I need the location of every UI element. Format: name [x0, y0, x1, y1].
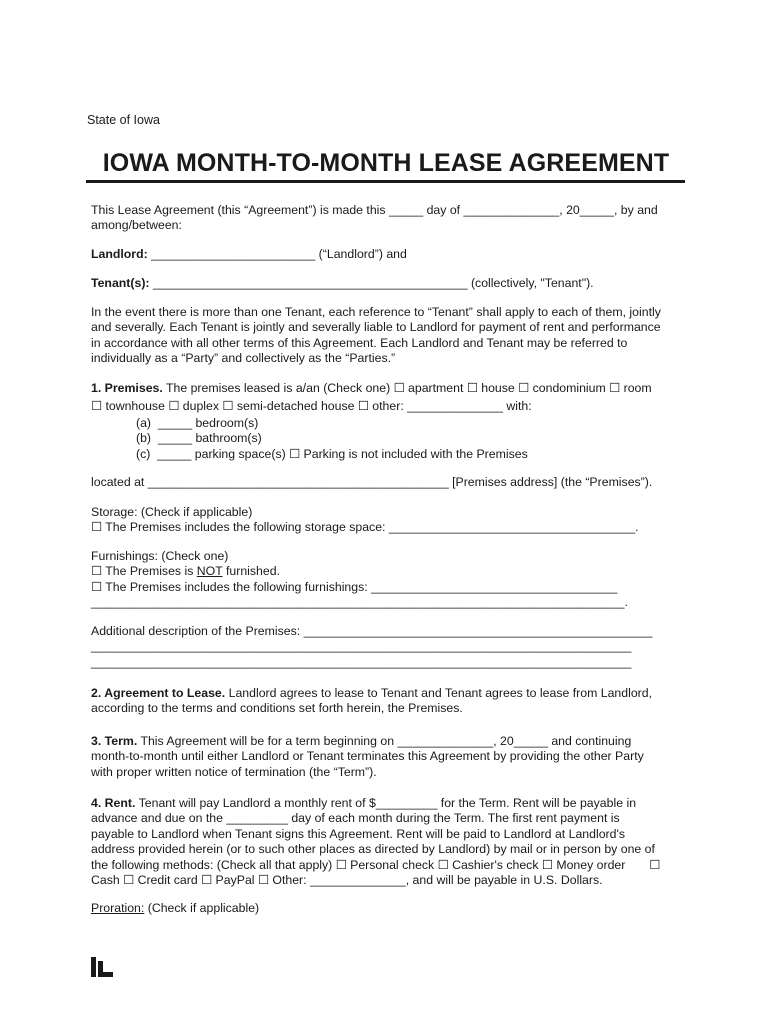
- storage-heading: Storage: (Check if applicable): [91, 505, 253, 519]
- tenant-blank: ______________________________________________ (collectively, "Tenant").: [149, 276, 594, 290]
- title-underline: [86, 180, 685, 183]
- premises-section: [91, 381, 691, 462]
- intro-line: among/between:: [91, 218, 182, 233]
- not-furnished-text: ☐ The Premises is: [91, 564, 197, 579]
- additional-line: _______________________________________________________________________________: [91, 639, 632, 654]
- paragraph-line: and severally. Each Tenant is jointly and severally liable to Landlord for payment of rent and performance: [91, 320, 661, 335]
- term-text-2: month-to-month until either Landlord or Tenant terminates this Agreement by providing the other Party: [91, 749, 644, 764]
- landlord-blank: ________________________ (“Landlord”) and: [147, 247, 407, 261]
- furnishings-section: [91, 549, 691, 611]
- proration-section: [91, 901, 691, 916]
- premises-type-options: The premises leased is a/an (Check one) ☐ apartment ☐ house ☐ condominium ☐ room: [162, 381, 652, 395]
- rent-payment-methods: the following methods: (Check all that apply) ☐ Personal check ☐ Cashier's check ☐ Money order ☐: [91, 857, 661, 872]
- tenant-line: [91, 276, 691, 291]
- agreement-heading: 2. Agreement to Lease.: [91, 686, 226, 700]
- term-text: This Agreement will be for a term beginning on ______________, 20_____ and continuing: [137, 734, 632, 748]
- tenant-label: Tenant(s):: [91, 276, 150, 290]
- rent-text: Tenant will pay Landlord a monthly rent of $_________ for the Term. Rent will be payable in: [135, 796, 637, 810]
- rent-line: payable to Landlord when Tenant signs this Agreement. Rent will be paid to Landlord at Landlord's: [91, 826, 625, 841]
- proration-label: Proration:: [91, 901, 145, 915]
- furnishings-heading: Furnishings: (Check one): [91, 549, 229, 563]
- landlord-line: [91, 247, 691, 262]
- additional-line: _______________________________________________________________________________: [91, 654, 632, 669]
- term-heading: 3. Term.: [91, 734, 138, 748]
- storage-section: [91, 505, 691, 536]
- premises-address-line: [91, 475, 691, 490]
- proration-text: (Check if applicable): [144, 901, 260, 915]
- multi-tenant-paragraph: [91, 305, 691, 367]
- agreement-text: Landlord agrees to lease to Tenant and Tenant agrees to lease from Landlord,: [225, 686, 653, 700]
- storage-option: ☐ The Premises includes the following storage space: ____________________________________.: [91, 520, 639, 535]
- paragraph-line: in accordance with all other terms of this Agreement. Each Landlord and Tenant may be referred to: [91, 335, 628, 350]
- paragraph-line: individually as a “Party” and collectively as the “Parties.”: [91, 351, 396, 366]
- rent-section: [91, 796, 691, 888]
- premises-bathrooms: (b) _____ bathroom(s): [136, 431, 262, 446]
- rent-payment-methods-2: Cash ☐ Credit card ☐ PayPal ☐ Other: ______________, and will be payable in U.S. Dollars.: [91, 872, 603, 887]
- term-section: [91, 734, 691, 780]
- agreement-text-2: according to the terms and conditions set forth herein, the Premises.: [91, 701, 463, 716]
- premises-heading: 1. Premises.: [91, 381, 163, 395]
- additional-line: Additional description of the Premises: ___________________________________________________: [91, 624, 653, 638]
- rent-heading: 4. Rent.: [91, 796, 136, 810]
- not-furnished-text-end: furnished.: [222, 564, 280, 579]
- intro-paragraph: [91, 203, 691, 234]
- additional-description: [91, 624, 691, 670]
- premises-type-options-2: ☐ townhouse ☐ duplex ☐ semi-detached house ☐ other: ______________ with:: [91, 398, 532, 413]
- not-furnished-option: [91, 564, 691, 579]
- paragraph-line: In the event there is more than one Tenant, each reference to “Tenant” shall apply to each of them, jointly: [91, 305, 661, 319]
- premises-address: located at ____________________________________________ [Premises address] (the “Premises”).: [91, 475, 653, 489]
- premises-bedrooms: (a) _____ bedroom(s): [136, 416, 259, 430]
- rent-line: advance and due on the _________ day of each month during the Term. The first rent payment is: [91, 811, 620, 826]
- rent-line: address provided herein (or to such other places as directed by Landlord) by mail or in person by one of: [91, 842, 655, 857]
- agreement-section: [91, 686, 691, 717]
- intro-line: This Lease Agreement (this “Agreement”) is made this _____ day of ______________, 20_____, by and: [91, 203, 658, 217]
- furnished-blank: ______________________________________________________________________________.: [91, 595, 628, 610]
- furnished-option: ☐ The Premises includes the following furnishings: ____________________________________: [91, 579, 618, 594]
- state-label: State of Iowa: [87, 113, 160, 127]
- document-logo-icon: [91, 957, 113, 977]
- term-text-3: with proper written notice of termination (the “Term”).: [91, 764, 377, 779]
- landlord-label: Landlord:: [91, 247, 148, 261]
- document-title: IOWA MONTH-TO-MONTH LEASE AGREEMENT: [102, 149, 670, 177]
- premises-parking: (c) _____ parking space(s) ☐ Parking is not included with the Premises: [136, 446, 528, 461]
- not-emphasis: NOT: [196, 564, 223, 579]
